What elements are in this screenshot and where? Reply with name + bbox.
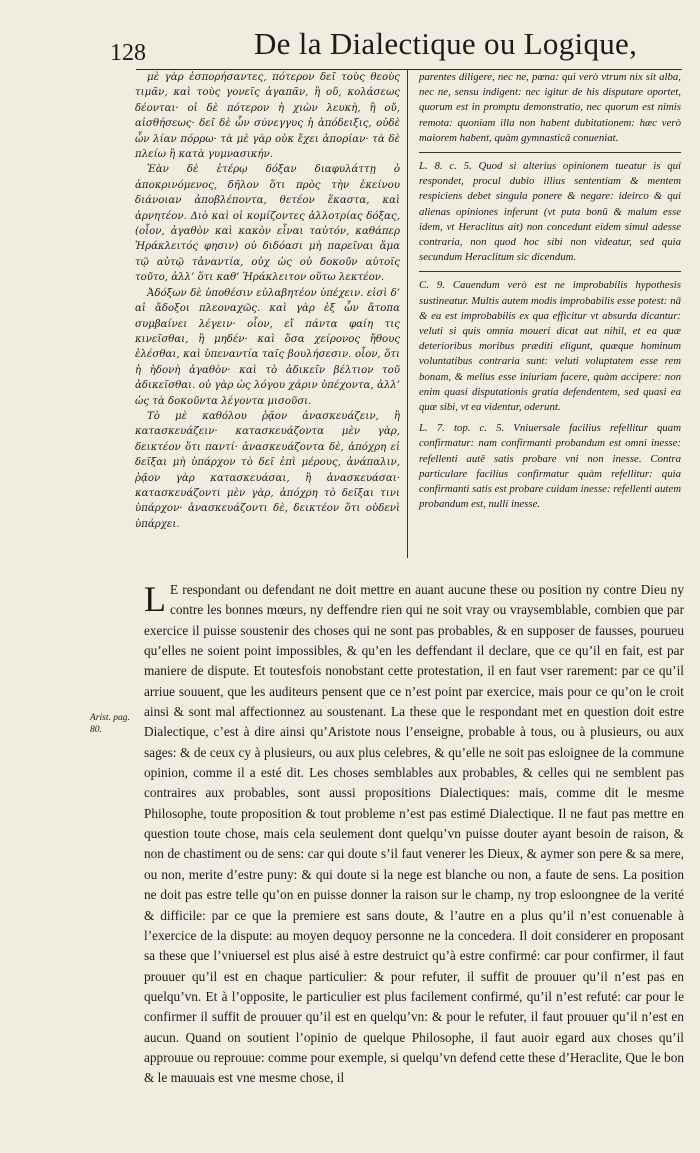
latin-paragraph: parentes diligere, nec ne, pœna: qui verò vtrum nix sit alba, nec ne, sensu indigent: nec igitur de his disputare oportet, quorum est in promptu demonstratio, nec quorum est nimis remota: quoniam illa non habent dubitationem: hæc verò maiorem habent, quàm gymnasticâ conueniat. [419,71,681,144]
latin-paragraph: C. 9. Cauendum verò est ne improbabilis hypothesis sustineatur. Multis autem modis improbabilis esse potest: nā & ea est improbabilis ex qua efficitur vt absurda dicantur: veluti si quis omnia moueri dicat aut nihil, et ea quæ deterioribus moribus præditi eligunt, quæque hominum voluntatibus contraria sunt: veluti voluptatem esse rem bonam, & melius esse iniuriam facere, quàm accipere: non enim quasi disputationis gratia defendentem, sed quasi ea quæ sibi, vt ea videntur, oderunt. [419,279,681,414]
greek-paragraph: Ἐὰν δὲ ἐτέρῳ δόξαν διαφυλάττῃ ὁ ἀποκρινόμενος, δῆλον ὅτι πρὸς τὴν ἐκείνου διάνοιαν ἀποβλέποντα, θετέον ἕκαστα, καὶ ἀρνητέον. Διὸ καὶ οἱ κομίζοντες ἀλλοτρίας δόξας, (οἷον, ἀγαθὸν καὶ κακὸν εἶναι ταὐτόν, καθάπερ Ἡράκλειτός φησιν) οὐ διδόασι μὴ παρεῖναι ἅμα τῷ αὐτῷ τἀναντία, οὐχ ὡς οὐ δοκοῦν αὐτοῖς τοῦτο, ἀλλ’ ὅτι καθ’ Ἡράκλειτον οὕτω λεκτέον. [135,164,400,284]
greek-paragraph: Ἀδόξων δὲ ὑποθέσιν εὐλαβητέον ὑπέχειν. εἰσὶ δ’ αἱ ἄδοξοι πλεοναχῶς. καὶ γὰρ ἐξ ὧν ἄτοπα συμβαίνει λέγειν· οἷον, εἴ πάντα φαίη τις κινεῖσθαι, ἢ μηδέν· καὶ ὅσα χείρονος ἤθους ἑλέσθαι, καὶ ὑπεναντία ταῖς βουλήσεσιν. οἷον, ὅτι ἡ ἡδονὴ ἀγαθὸν· καὶ τὸ ἀδικεῖν βέλτιον τοῦ ἀδικεῖσθαι. οὐ γὰρ ὡς λόγου χάριν ὑπέχοντα, ἀλλ’ ὡς τὰ δοκοῦντα λέγοντα μισοῦσι. [135,287,400,407]
latin-divider [419,152,681,153]
greek-paragraph: Τὸ μὲ καθόλου ῥᾷον ἀνασκευάζειν, ἢ κατασκευάζειν· κατασκευάζοντα μὲν γὰρ, δεικτέον ὅτι παντί· ἀνασκευάζοντα δὲ, ἀπόχρη εἰ δεῖξαι μὴ ὑπάρχον τὸ δεῖ ἐπὶ μέρους, ἀνάπαλιν, ῥᾷον γὰρ κατασκευάσαι, ἢ ἀνασκευάσαι· κατασκευάζοντι μὲν γὰρ, ἀπόχρη τὸ δεῖξαι τινι ὑπάρχον· ἀνασκευάζοντι δὲ, δεικτέον ὅτι οὐδενὶ ὑπάρχει. [135,410,400,530]
greek-paragraph: μὲ γὰρ ἐσπορήσαντες, πότερον δεῖ τοὺς θεοὺς τιμᾶν, καὶ τοὺς γονεῖς ἀγαπᾶν, ἢ οὔ, κολάσεως δέονται· οἱ δὲ πότερον ἡ χιὼν λευκὴ, ἢ οὔ, αἰσθήσεως· δεῖ δὲ ὧν σύνεγγυς ἡ ἀπόδειξις, οὐδὲ ὧν λίαν πόρρω· τὰ μὲ γὰρ οὐκ ἔχει ἀπορίαν· τὰ δὲ πλείω ἢ κατὰ γυμνασικήν. [135,72,400,161]
french-commentary [144,580,684,1089]
margin-note: Arist. pag. 80. [90,713,130,735]
latin-text-column [419,70,681,518]
column-divider [407,70,408,558]
french-paragraph [144,580,684,1089]
latin-paragraph: L. 8. c. 5. Quod si alterius opinionem tueatur is qui respondet, procul dubio illius sententiam & mentem respiciens debet singula ponere & negare: ideirco & qui alienas opiniones inferunt (vt puta bonū & malum esse idem, vt Heraclitus ait) non concedunt eidem simul adesse contraria, non quod hoc sibi non videatur, sed quia secundum Heraclitum sic dicendum. [419,160,681,264]
running-title: De la Dialectique ou Logique, [254,26,638,61]
greek-text-column [135,70,400,532]
page-number: 128 [110,40,146,66]
french-body-text: E respondant ou defendant ne doit mettre en auant aucune these ou position ny contre Dieu ny contre les bonnes mœurs, ny deffendre rien qui ne soit vray ou vraysemblable, combien que par exercice il puisse soustenir des choses qui ne sont pas probables, & en supposer de fausses, pourueu qu’elles ne soient point impossibles, & qu’en les deffendant il declare, que ce qu’il en fait, est par maniere de dispute. Et toutesfois nonobstant cette protestation, il en faut vser rarement: par ce qu’il arriue souuent, que les auditeurs pensent que ce n’est point par exercice, mais pour ce qu’on le croit ainsi & sont mal affectionnez au soustenant. La these que le respondant met en question doit estre Dialectique, c’est à dire ainsi qu’Aristote nous l’enseigne, probable à tous, ou à plusieurs, ou aux sages: & de ceux cy à plusieurs, ou aux plus celebres, & qu’elle ne soit pas esloignee de la commune opinion, comme il a esté dit. Les choses semblables aux probables, & celles qui ne semblent pas contraires aux probables, sont aussi propositions Dialectiques: mais, comme dit le mesme Philosophe, toute proposition & tout probleme n’est pas estimé Dialectique. Il ne faut pas mettre en question toute chose, mais cela seulement dont quelqu’vn puisse douter ayant besoin de raison, & non de chastiment ou de sens: car qui doute s’il faut venerer les Dieux, & aymer son pere & sa mere, ou non, merite d’estre puny: & qui doute si la nege est blanche ou non, a faute de sens. La position ne doit pas estre telle qu’on en puisse donner la raison sur le champ, ny trop esloongnee de la verité & difficile: par ce que la premiere est sans doute, & l’autre en a plus qu’il n’est conuenable à l’exercice de la dispute: au moyen dequoy personne ne la concedera. Il doit considerer en proposant sa these que l’vniuersel est plus aisé à estre destruict qu’à estre confirmé: car pour confirmer, il faut prouuer qu’il est en chaque particulier: & pour refuter, il suffit de prouuer qu’il n’est pas en quelqu’vn. Et à l’opposite, le particulier est plus facilement confirmé, qu’il n’est refuté: car pour le confirmer il suffit de prouuer qu’il est en quelqu’vn: & pour le refuter, il faut prouuer qu’il n’est en aucun. Quand on soutient l’opinio de quelque Philosophe, il faut auoir egard aux choses qu’il approuue ou reprouue: comme pour exemple, si quelqu’vn defend cette these d’Heraclite, Que le bon & le mauuais est vne mesme chose, il [144,582,684,1086]
latin-paragraph: L. 7. top. c. 5. Vniuersale facilius refellitur quam confirmatur: nam confirmanti probandum est omni inesse: refellenti autē satis probare vni non inesse. Contra particulare facilius confirmatur quàm refellitur: quia confirmanti satis est probare cuidam inesse: refellenti autem probandum est, nulli inesse. [419,422,681,511]
drop-cap-initial: L [144,579,166,619]
latin-divider [419,271,681,272]
